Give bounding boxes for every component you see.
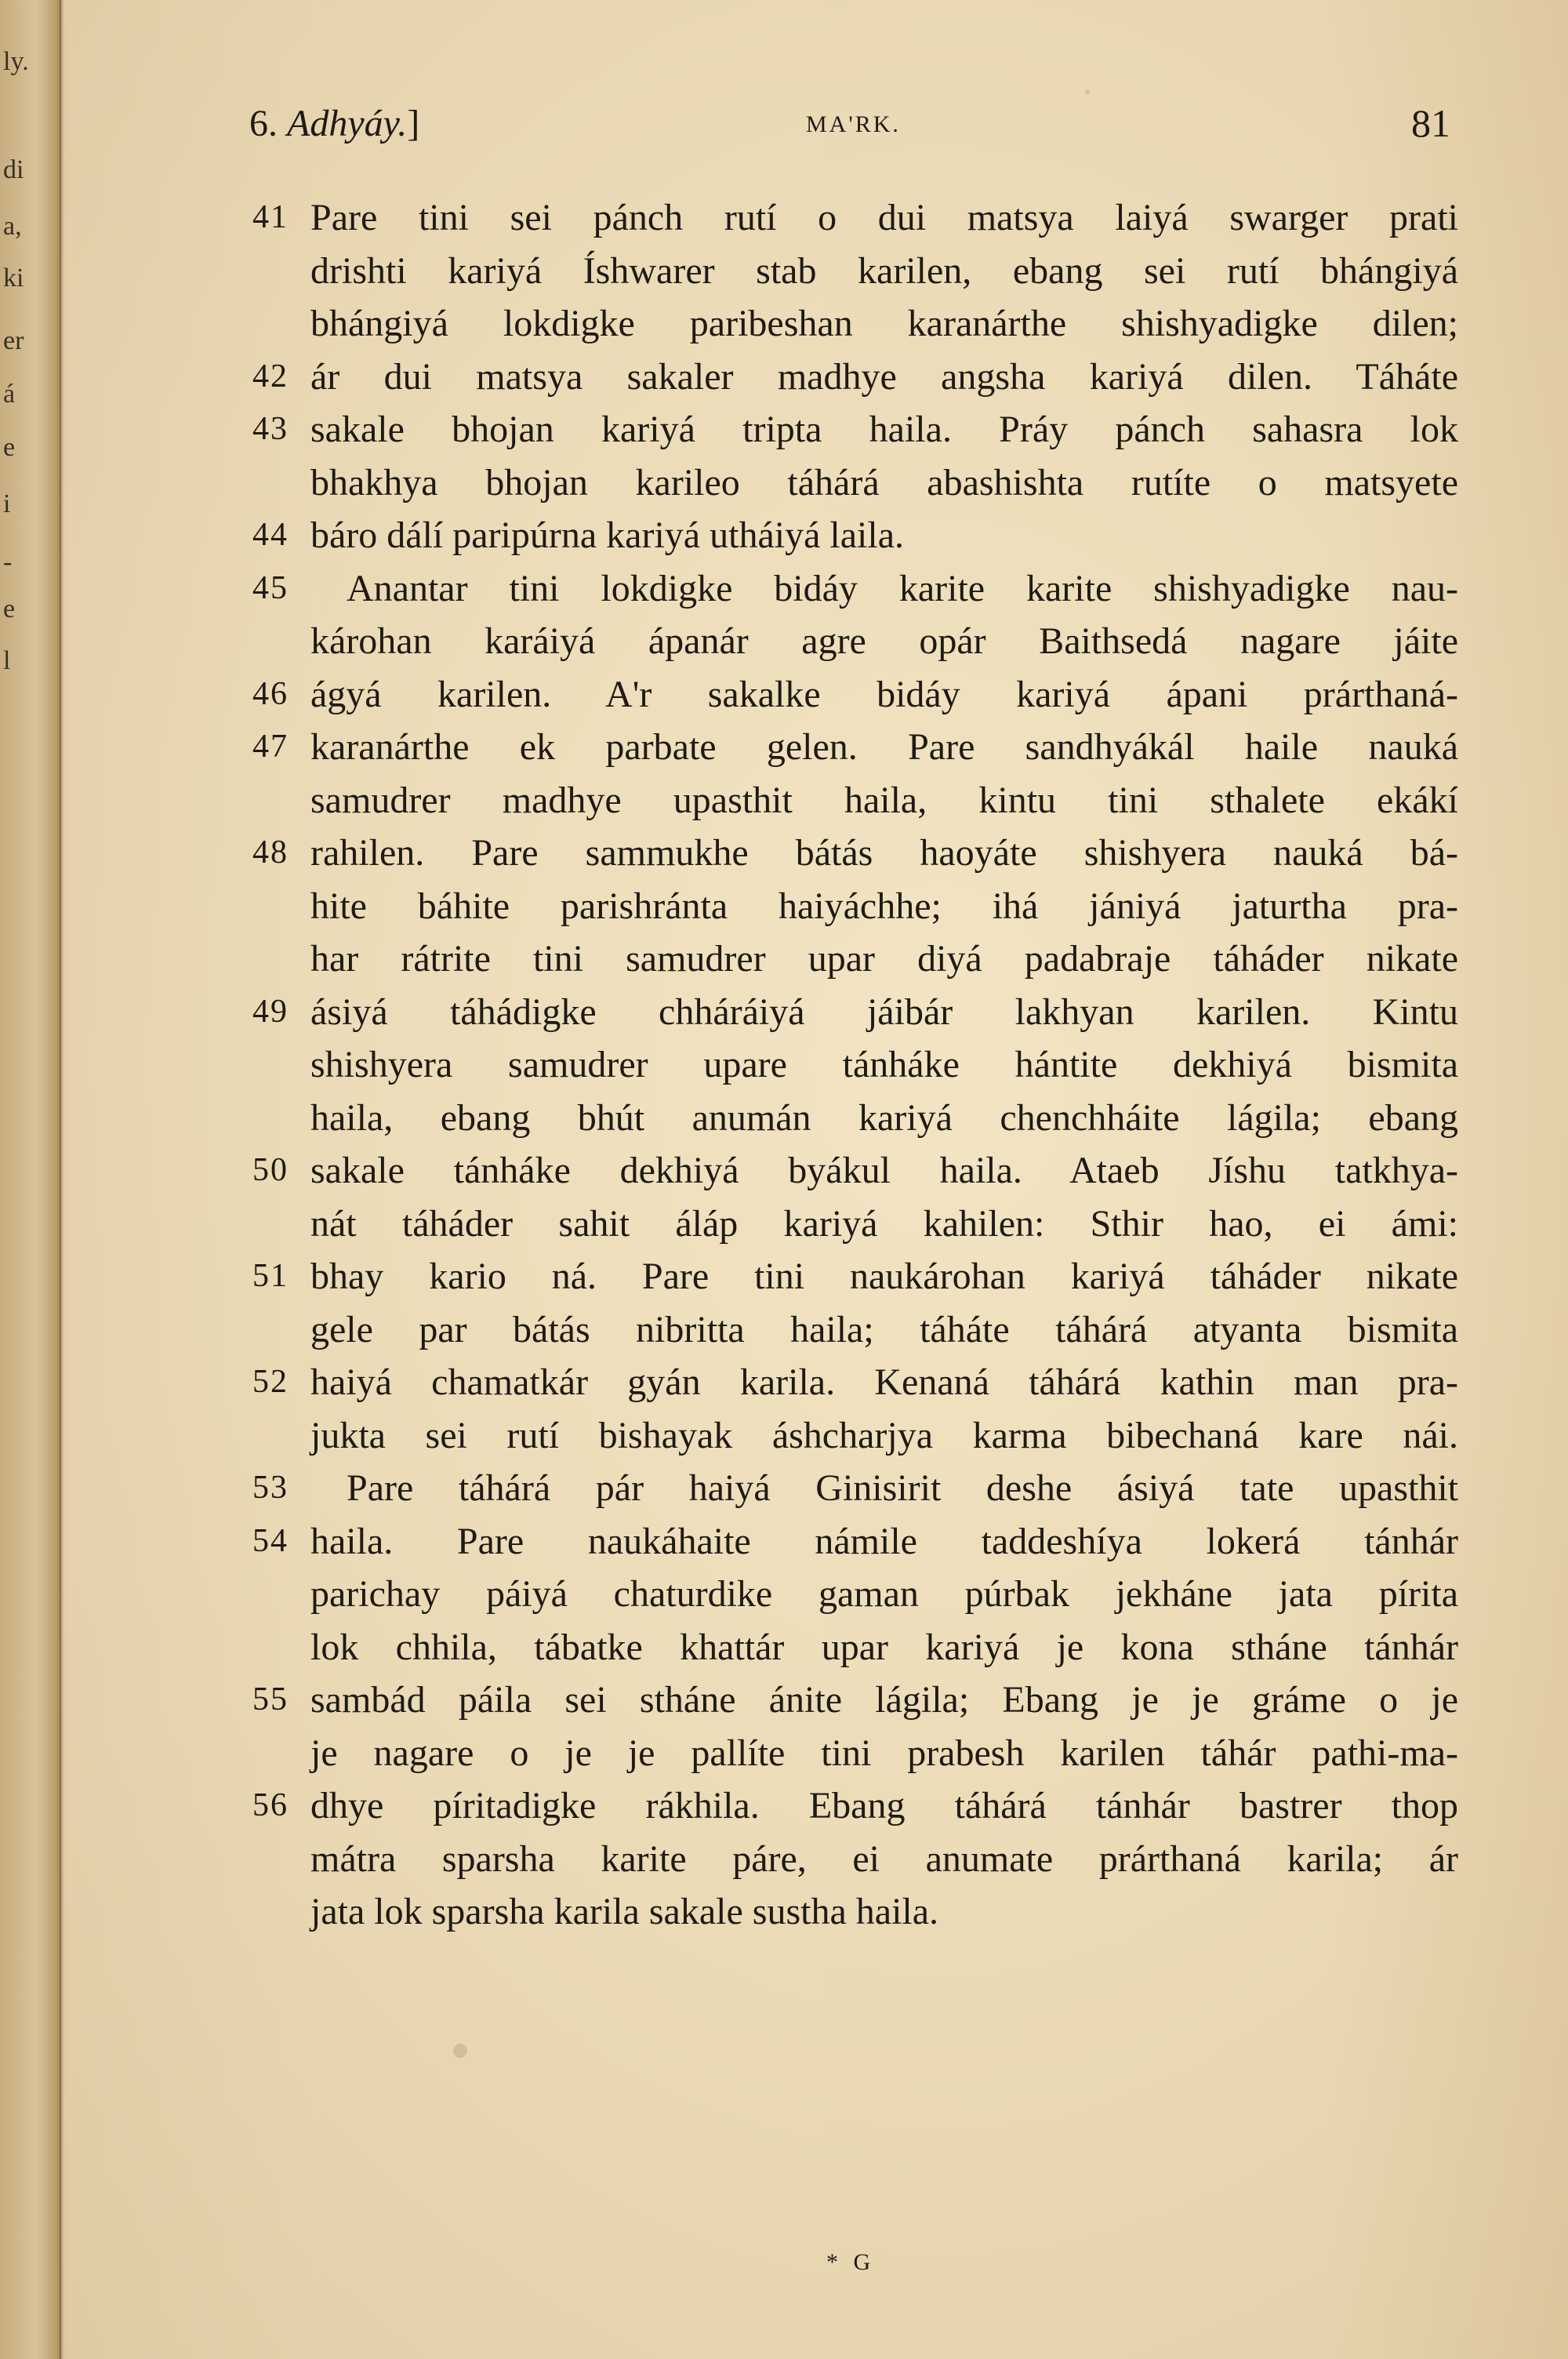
text-line (252, 456, 1458, 510)
line-text: bhángiyá lokdigke paribeshan karanárthe shishyadigke dilen; (310, 303, 1458, 344)
chapter-label (249, 102, 419, 145)
line-text: sakale tánháke dekhiyá byákul haila. Ataeb Jíshu tatkhya- (310, 1150, 1458, 1191)
gutter-fragment: er (3, 326, 24, 355)
line-text: nát táháder sahit áláp kariyá kahilen: Sthir hao, ei ámi: (310, 1202, 1458, 1245)
text-line (252, 986, 1458, 1039)
text-line (252, 1409, 1458, 1463)
verse-number: 48 (252, 834, 289, 871)
page-number: 81 (1411, 101, 1450, 145)
paper-spot (453, 2044, 467, 2058)
gutter-fragment: i (3, 489, 11, 518)
verse-number: 43 (252, 411, 289, 447)
text-line (252, 1144, 1458, 1198)
line-text: dhye píritadigke rákhila. Ebang táhárá tánhár bastrer thop (310, 1785, 1458, 1826)
verse-number: 50 (252, 1152, 289, 1188)
chapter-number: 6. (249, 103, 278, 144)
text-line (252, 827, 1458, 880)
line-text: lok chhila, tábatke khattár upar kariyá je kona stháne tánhár (310, 1626, 1458, 1668)
gutter-fragment: ly. (3, 47, 29, 76)
signature-mark: * G (826, 2249, 876, 2275)
text-line (252, 562, 1458, 616)
line-text: báro dálí paripúrna kariyá utháiyá laila. (310, 514, 905, 556)
gutter-shadow (60, 0, 64, 2359)
gutter-fragment: ki (3, 264, 24, 293)
gutter-fragment: e (3, 594, 16, 623)
line-text: mátra sparsha karite páre, ei anumate prárthaná karila; ár (310, 1837, 1458, 1880)
line-text: hite báhite parishránta haiyáchhe; ihá jániyá jaturtha pra- (310, 885, 1458, 927)
text-line (252, 245, 1458, 298)
verse-number: 51 (252, 1258, 289, 1294)
gutter-fragment: e (3, 433, 16, 462)
verse-number: 41 (252, 199, 289, 235)
text-line (252, 1515, 1458, 1568)
text-line (252, 1779, 1458, 1833)
text-line (252, 774, 1458, 827)
chapter-word: Adhyáy. (287, 103, 408, 144)
running-title: MA'RK. (806, 111, 901, 137)
verse-number: 44 (252, 517, 289, 553)
line-text: sambád páila sei stháne ánite lágila; Ebang je je gráme o je (310, 1679, 1458, 1721)
line-text: rahilen. Pare sammukhe bátás haoyáte shishyera nauká bá- (310, 832, 1458, 874)
line-text: bhakhya bhojan karileo táhárá abashishta rutíte o matsyete (310, 461, 1458, 503)
line-text: je nagare o je je pallíte tini prabesh karilen táhár pathi-ma- (310, 1732, 1458, 1774)
line-text: Pare tini sei pánch rutí o dui matsya laiyá swarger prati (310, 197, 1458, 238)
line-text: haiyá chamatkár gyán karila. Kenaná táhárá kathin man pra- (310, 1361, 1458, 1403)
body-text (252, 191, 1458, 1939)
line-text: haila, ebang bhút anumán kariyá chenchháite lágila; ebang (310, 1096, 1458, 1139)
gutter-fragment: - (3, 547, 13, 576)
text-line (252, 1885, 1458, 1939)
verse-number: 52 (252, 1364, 289, 1400)
text-line (252, 1092, 1458, 1145)
gutter-fragment: a, (3, 212, 22, 241)
verse-number: 47 (252, 729, 289, 765)
verse-number: 42 (252, 358, 289, 394)
line-text: károhan karáiyá ápanár agre opár Baithsedá nagare jáite (310, 620, 1458, 662)
line-text: har rátrite tini samudrer upar diyá padabraje táháder nikate (310, 938, 1458, 980)
text-line (252, 1250, 1458, 1303)
text-line (252, 1198, 1458, 1251)
text-line (252, 191, 1458, 245)
line-text: drishti kariyá Íshwarer stab karilen, ebang sei rutí bhángiyá (310, 249, 1458, 292)
verse-number: 55 (252, 1681, 289, 1717)
line-text: bhay kario ná. Pare tini naukárohan kariyá táháder nikate (310, 1256, 1458, 1297)
verse-number: 46 (252, 675, 289, 712)
line-text: ár dui matsya sakaler madhye angsha kariyá dilen. Táháte (310, 355, 1458, 398)
line-text: ásiyá táhádigke chháráiyá jáibár lakhyan karilen. Kintu (310, 990, 1458, 1033)
text-line (252, 297, 1458, 351)
verse-number: 56 (252, 1787, 289, 1823)
line-text: karanárthe ek parbate gelen. Pare sandhyákál haile nauká (310, 726, 1458, 768)
line-text: haila. Pare naukáhaite námile taddeshíya lokerá tánhár (310, 1520, 1458, 1562)
line-text: samudrer madhye upasthit haila, kintu tini sthalete ekákí (310, 779, 1458, 821)
text-line (252, 880, 1458, 933)
line-text: sakale bhojan kariyá tripta haila. Práy pánch sahasra lok (310, 409, 1458, 450)
running-header (249, 94, 1454, 157)
line-text: Pare táhárá pár haiyá Ginisirit deshe ásiyá tate upasthit (347, 1467, 1458, 1509)
text-line (252, 932, 1458, 986)
text-line (252, 403, 1458, 456)
text-line (252, 1356, 1458, 1409)
text-line (252, 1568, 1458, 1621)
gutter-fragment: di (3, 155, 24, 184)
text-line (252, 721, 1458, 774)
text-line (252, 1303, 1458, 1357)
verse-number: 53 (252, 1470, 289, 1506)
line-text: ágyá karilen. A'r sakalke bidáy kariyá ápani prárthaná- (310, 673, 1458, 715)
text-line (252, 509, 1458, 562)
line-text: parichay páiyá chaturdike gaman púrbak jekháne jata pírita (310, 1573, 1458, 1615)
line-text: gele par bátás nibritta haila; táháte táhárá atyanta bismita (310, 1308, 1458, 1350)
chapter-bracket: ] (407, 103, 420, 144)
verse-number: 49 (252, 993, 289, 1030)
line-text: Anantar tini lokdigke bidáy karite karite shishyadigke nau- (347, 567, 1458, 609)
text-line (252, 1038, 1458, 1092)
text-line (252, 1674, 1458, 1727)
line-text: shishyera samudrer upare tánháke hántite dekhiyá bismita (310, 1044, 1458, 1085)
text-line (252, 351, 1458, 404)
verse-number: 45 (252, 569, 289, 606)
text-line (252, 1462, 1458, 1515)
gutter-fragment: á (3, 380, 16, 409)
verse-number: 54 (252, 1522, 289, 1559)
text-line (252, 1621, 1458, 1674)
text-line (252, 1833, 1458, 1886)
line-text: jukta sei rutí bishayak áshcharjya karma bibechaná kare nái. (310, 1414, 1458, 1456)
text-line (252, 668, 1458, 722)
gutter-fragment: l (3, 646, 11, 675)
line-text: jata lok sparsha karila sakale sustha haila. (310, 1891, 939, 1932)
text-line (252, 1727, 1458, 1780)
text-line (252, 615, 1458, 668)
